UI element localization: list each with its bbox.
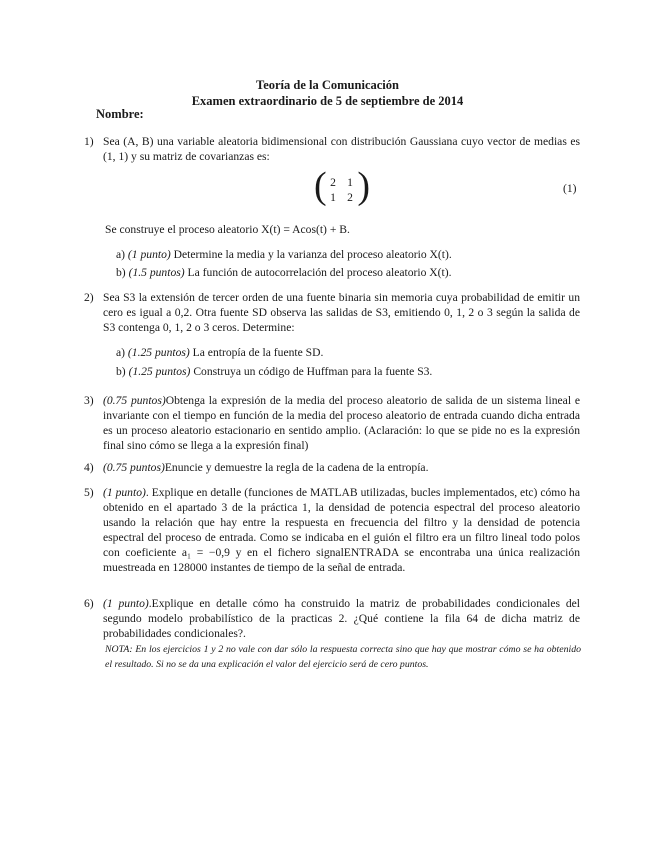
question-number: 6) bbox=[84, 597, 94, 610]
subquestion-2b bbox=[116, 364, 586, 379]
sub-points: (1.5 puntos) bbox=[128, 266, 185, 279]
question-text: Enuncie y demuestre la regla de la cadena de la entropía. bbox=[164, 461, 429, 474]
question-number: 2) bbox=[84, 291, 94, 304]
sub-text: Construya un código de Huffman para la fuente S3. bbox=[193, 365, 433, 378]
subquestion-1a bbox=[116, 247, 586, 262]
covariance-matrix bbox=[314, 165, 370, 207]
question-3 bbox=[84, 393, 580, 453]
matrix-cell: 1 bbox=[330, 191, 336, 204]
exam-title: Teoría de la Comunicación bbox=[256, 78, 399, 92]
exam-note: NOTA: En los ejercicios 1 y 2 no vale con dar sólo la respuesta correcta sino que hay que mostrar cómo se ha obtenido el resultado. Si no se da una explicación el valor del ejercicio será de cero puntos. bbox=[105, 644, 581, 670]
question-number: 1) bbox=[84, 135, 94, 148]
matrix-cell: 2 bbox=[330, 176, 336, 189]
question-text: Sea (A, B) una variable aleatoria bidimensional con distribución Gaussiana cuyo vector de medias es (1, 1) y su matriz de covarianzas es: bbox=[103, 135, 580, 163]
question-text: .Explique en detalle cómo ha construido la matriz de probabilidades condicionales del segundo modelo probabilístico de la practicas 2. ¿Qué contiene la fila 64 de dicha matriz de probabilidades condicionales?. bbox=[103, 597, 580, 640]
process-definition: Se construye el proceso aleatorio X(t) = Acos(t) + B. bbox=[105, 223, 350, 236]
question-text: Obtenga la expresión de la media del proceso aleatorio de salida de un sistema lineal e invariante con el tiempo en función de la media del proceso aleatorio de entrada cuando dicha entrada es un proceso aleatorio estacionario en sentido amplio. (Aclaración: lo que se pide no es la expresión final sino cómo se llega a la expresión final) bbox=[103, 394, 580, 452]
sub-text: Determine la media y la varianza del proceso aleatorio X(t). bbox=[173, 248, 452, 261]
question-number: 3) bbox=[84, 394, 94, 407]
sub-text: La función de autocorrelación del proceso aleatorio X(t). bbox=[187, 266, 452, 279]
sub-points: (1.25 puntos) bbox=[128, 365, 191, 378]
question-number: 5) bbox=[84, 486, 94, 499]
question-number: 4) bbox=[84, 461, 94, 474]
name-label: Nombre: bbox=[96, 107, 144, 121]
right-paren: ) bbox=[357, 165, 370, 207]
exam-subtitle: Examen extraordinario de 5 de septiembre de 2014 bbox=[191, 94, 464, 108]
subquestion-1b bbox=[116, 265, 586, 280]
equation-number: (1) bbox=[563, 182, 577, 195]
question-points: (1 punto) bbox=[103, 486, 146, 499]
question-6 bbox=[84, 596, 580, 641]
question-points: (0.75 puntos) bbox=[103, 461, 165, 474]
question-2 bbox=[84, 290, 580, 335]
matrix-cell: 1 bbox=[347, 176, 353, 189]
question-text: . Explique en detalle (funciones de MATLAB utilizadas, bucles implementados, etc) cómo ha obtenido en el apartado 3 de la práctica 1, la densidad de potencia espectral del proceso aleatorio usando la relación que hay entre la respuesta en frecuencia del filtro y la densidad de potencia espectral del proceso de entrada. Como se indicaba en el guión el filtro era un filtro lineal todo polos con coeficiente a₁ = −0,9 y en el fichero signalENTRADA se encontraba una única realización muestreada en 128000 instantes de tiempo de la señal de entrada. bbox=[103, 486, 580, 574]
left-paren: ( bbox=[314, 165, 327, 207]
question-body bbox=[103, 596, 580, 641]
question-text: Sea S3 la extensión de tercer orden de una fuente binaria sin memoria cuya probabilidad de emitir un cero es igual a 0,2. Otra fuente SD observa las salidas de S3, emitiendo 0, 1, 2 o 3 según la salida de S3 contenga 0, 1, 2 o 3 ceros. Determine: bbox=[103, 291, 580, 334]
question-body bbox=[103, 485, 580, 575]
question-points: (0.75 puntos) bbox=[103, 394, 166, 407]
question-body bbox=[103, 393, 580, 453]
question-points: (1 punto) bbox=[103, 597, 149, 610]
sub-label: b) bbox=[116, 365, 126, 378]
sub-points: (1.25 puntos) bbox=[127, 346, 190, 359]
matrix-cell: 2 bbox=[347, 191, 353, 204]
question-5 bbox=[84, 485, 580, 575]
sub-label: a) bbox=[116, 346, 126, 359]
sub-label: b) bbox=[116, 266, 126, 279]
question-body bbox=[103, 460, 580, 475]
subquestion-2a bbox=[116, 345, 586, 360]
sub-label: a) bbox=[116, 248, 126, 261]
question-1 bbox=[84, 134, 580, 164]
sub-text: La entropía de la fuente SD. bbox=[192, 346, 324, 359]
sub-points: (1 punto) bbox=[127, 248, 171, 261]
question-4 bbox=[84, 460, 580, 475]
